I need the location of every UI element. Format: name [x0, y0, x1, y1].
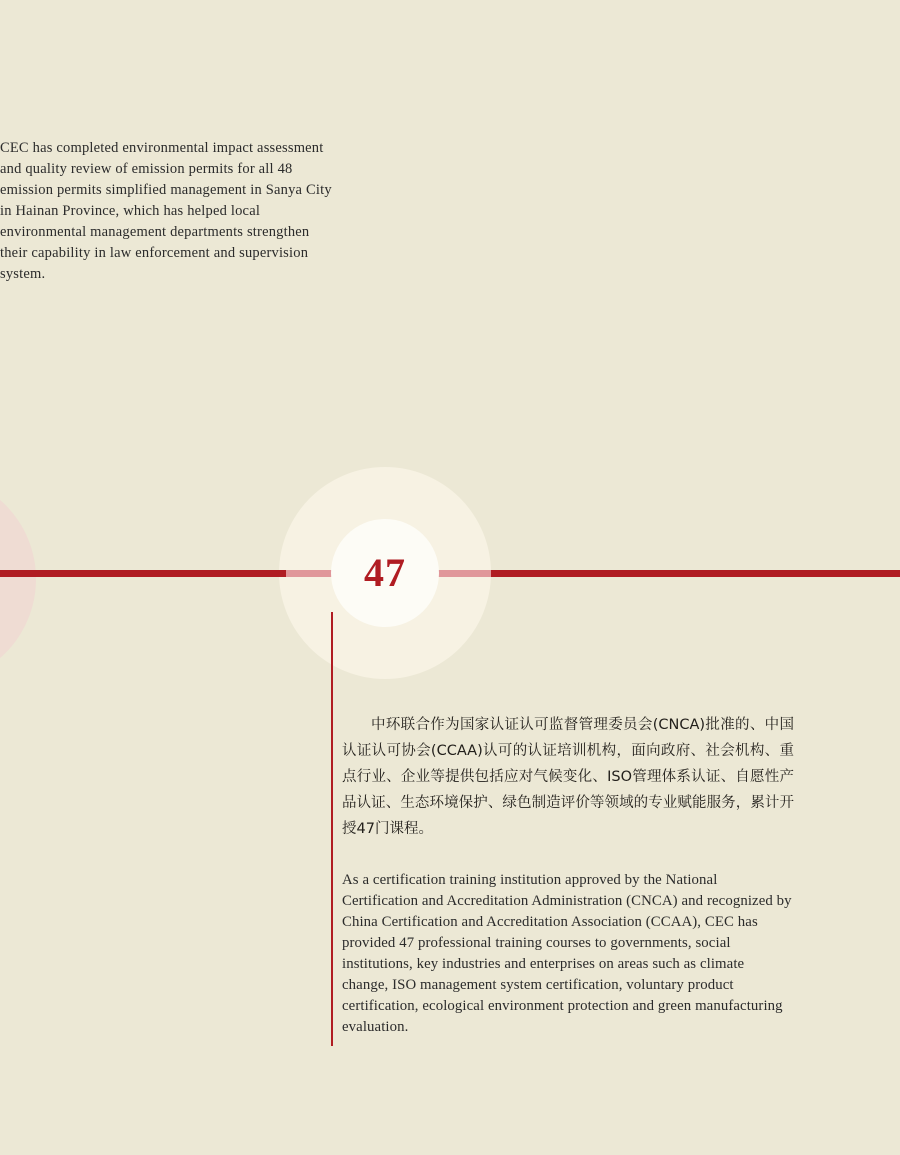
badge-connector-line [331, 612, 333, 1046]
decorative-left-circle [0, 474, 36, 684]
intro-paragraph: CEC has completed environmental impact assessment and quality review of emission permits for all 48 emission permits simplified management in Sanya City in Hainan Province, which has helped local environmental management departments strengthen their capability in law enforcement and supervision system. [0, 140, 332, 282]
statistic-number: 47 [364, 550, 406, 595]
english-description: As a certification training institution approved by the National Certification and Accreditation Administration (CNCA) and recognized by China Certification and Accreditation Association (CCAA), CEC has provided 47 professional training courses to governments, social institutions, key industries and enterprises on areas such as climate change, ISO management system certification, voluntary product certification, ecological environment protection and green manufacturing evaluation. [342, 872, 792, 1035]
page-bottom-edge [0, 1149, 900, 1155]
statistic-description-block [342, 712, 794, 1038]
statistic-badge [331, 519, 439, 627]
chinese-description: 中环联合作为国家认证认可监督管理委员会(CNCA)批准的、中国认证认可协会(CCAA)认可的认证培训机构，面向政府、社会机构、重点行业、企业等提供包括应对气候变化、ISO管理体系认证、自愿性产品认证、生态环境保护、绿色制造评价等领域的专业赋能服务，累计开授47门课程。 [342, 717, 794, 837]
